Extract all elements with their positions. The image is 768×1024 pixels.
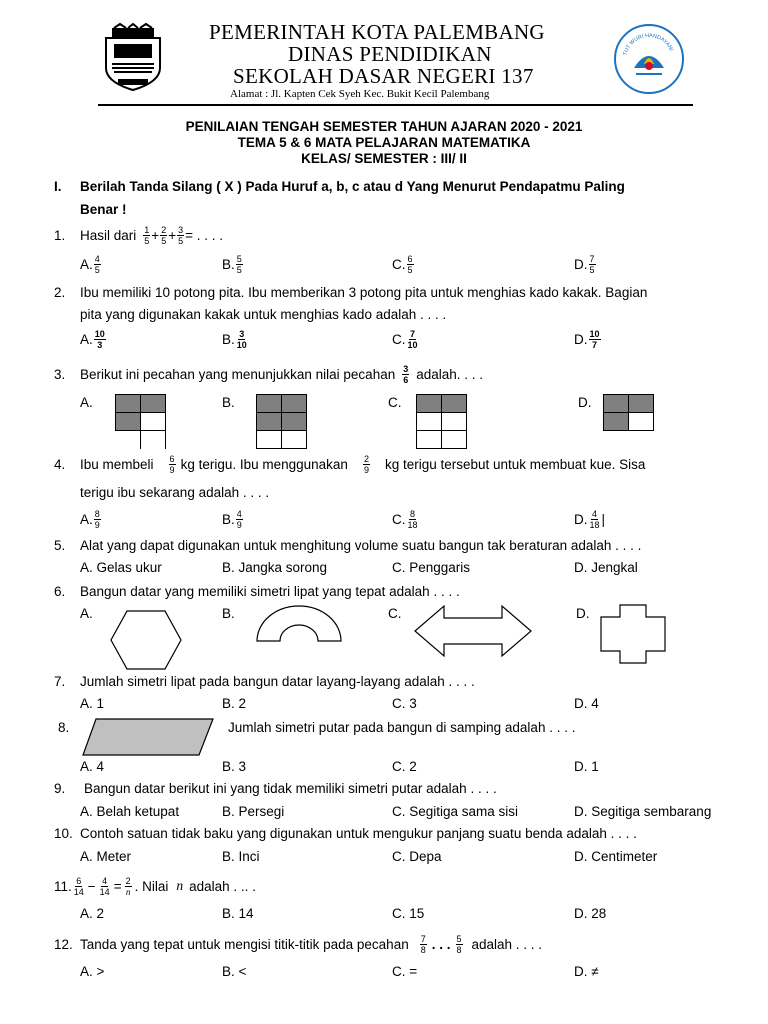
fraction: $\frac{1}{5}$ [144,224,150,246]
option-a-fraction-grid[interactable] [115,394,167,450]
question-7-text: Jumlah simetri lipat pada bangun datar layang-layang adalah . . . . [80,674,475,689]
option-b[interactable]: B. < [222,964,247,979]
option-c[interactable]: C. Penggaris [392,560,471,575]
question-1: 1. Hasil dari $\frac{1}{5}$ + $\frac{2}{5}$ + $\frac{3}{5}$ = . . . . [54,224,223,246]
question-2-line-2: pita yang digunakan kakak untuk menghias kado adalah . . . . [80,307,447,322]
option-a[interactable]: A. > [80,964,105,979]
option-c[interactable]: C. = [392,964,418,979]
question-text: Hasil dari [80,227,137,243]
option-c[interactable]: C. $\frac{7}{10}$ [392,329,418,350]
option-d[interactable]: D. Jengkal [574,560,638,575]
question-number: 10. [54,826,73,841]
question-number: 11. [54,878,72,894]
option-d-label[interactable]: D. [578,395,592,410]
option-a[interactable]: A. $\frac{8}{9}$ [80,509,100,530]
option-a[interactable]: A. 1 [80,696,105,711]
question-9-text: Bangun datar berikut ini yang tidak memiliki simetri putar adalah . . . . [84,781,497,796]
option-b[interactable]: B. Inci [222,849,260,864]
option-b[interactable]: B. 14 [222,906,254,921]
question-number: 4. [54,456,66,472]
option-b[interactable]: B. Jangka sorong [222,560,328,575]
option-a[interactable]: A. Belah ketupat [80,804,180,819]
option-a[interactable]: A. 2 [80,906,105,921]
right-logo [614,24,684,94]
question-2-line-1: Ibu memiliki 10 potong pita. Ibu memberikan 3 potong pita untuk menghias kado kakak. Bagian [80,285,648,300]
option-a[interactable]: A. $\frac{10}{3}$ [80,329,105,350]
option-d[interactable]: D. $\frac{4}{18}$ | [574,509,606,530]
question-10-text: Contoh satuan tidak baku yang digunakan untuk mengukur panjang suatu benda adalah . . . . [80,826,637,841]
exam-title-3: KELAS/ SEMESTER : III/ II [301,151,467,166]
exam-title-2: TEMA 5 & 6 MATA PELAJARAN MATEMATIKA [237,135,531,150]
fraction: $\frac{3}{5}$ [178,224,184,246]
question-5-text: Alat yang dapat digunakan untuk menghitung volume suatu bangun tak beraturan adalah . . . . [80,538,642,553]
question-number: 8. [58,720,70,735]
option-c[interactable]: C. $\frac{6}{5}$ [392,254,413,275]
option-a[interactable]: A. 4 [80,759,105,774]
option-a[interactable]: A. $\frac{4}{5}$ [80,254,100,275]
question-3: 3. Berikut ini pecahan yang menunjukkan nilai pecahan $\frac{3}{6}$ adalah. . . . [54,363,484,385]
question-number: 3. [54,366,66,382]
question-11: 11. $\frac{6}{14}$ − $\frac{4}{14}$ = $\frac{2}{n}$ . Nilai n adalah . .. . [54,875,256,897]
option-b[interactable]: B. 2 [222,696,247,711]
option-c[interactable]: C. Depa [392,849,442,864]
option-a-label[interactable]: A. [80,395,93,410]
option-b-fraction-grid[interactable] [256,394,308,450]
question-number: 5. [54,538,66,553]
option-a[interactable]: A. Meter [80,849,132,864]
option-b[interactable]: B. $\frac{3}{10}$ [222,329,247,350]
option-d[interactable]: D. 1 [574,759,599,774]
option-c[interactable]: C. 3 [392,696,417,711]
option-d[interactable]: D. $\frac{10}{7}$ [574,329,600,350]
option-d[interactable]: D. ≠ [574,964,599,979]
option-b-label[interactable]: B. [222,395,235,410]
option-c[interactable]: C. $\frac{8}{18}$ [392,509,418,530]
option-b[interactable]: B. $\frac{5}{5}$ [222,254,242,275]
question-number: 9. [54,781,66,796]
option-b[interactable]: B. 3 [222,759,247,774]
option-b[interactable]: B. $\frac{4}{9}$ [222,509,242,530]
option-c[interactable]: C. 15 [392,906,425,921]
fraction: $\frac{2}{5}$ [161,224,167,246]
double-arrow-shape[interactable] [414,605,532,657]
tut-wuri-handayani-emblem-icon [614,24,684,94]
plus-cross-shape[interactable] [600,604,666,664]
option-b-label[interactable]: B. [222,606,235,621]
section-instruction-1: Berilah Tanda Silang ( X ) Pada Huruf a, b, c atau d Yang Menurut Pendapatmu Paling [80,179,625,194]
question-text: Berikut ini pecahan yang menunjukkan nilai pecahan [80,366,396,382]
question-number: 2. [54,285,66,300]
header-address: Alamat : Jl. Kapten Cek Syeh Kec. Bukit Kecil Palembang [230,88,490,100]
question-number: 1. [54,227,66,243]
question-12: 12. Tanda yang tepat untuk mengisi titik-titik pada pecahan $\frac{7}{8}$ . . . $\frac{5}{8}$ adalah . . . . [54,933,543,955]
emblem-motto: TUT WURI HANDAYANI [622,32,674,57]
option-d[interactable]: D. 4 [574,696,599,711]
option-d-label[interactable]: D. [576,606,590,621]
parallelogram-shape [82,718,214,756]
header-line-2: DINAS PENDIDIKAN [288,42,492,66]
option-b[interactable]: B. Persegi [222,804,285,819]
option-c-label[interactable]: C. [388,606,402,621]
hexagon-shape[interactable] [110,610,182,670]
question-number: 7. [54,674,66,689]
section-instruction-2: Benar ! [80,202,127,217]
arch-shape[interactable] [256,604,342,642]
question-6-text: Bangun datar yang memiliki simetri lipat yang tepat adalah . . . . [80,584,460,599]
question-number: 12. [54,936,73,952]
city-emblem-icon [100,24,166,92]
option-c[interactable]: C. Segitiga sama sisi [392,804,519,819]
option-d[interactable]: D. 28 [574,906,607,921]
option-c-label[interactable]: C. [388,395,402,410]
option-d[interactable]: D. $\frac{7}{5}$ [574,254,595,275]
option-a-label[interactable]: A. [80,606,93,621]
question-4-line-2: terigu ibu sekarang adalah . . . . [80,485,270,500]
exam-title-1: PENILAIAN TENGAH SEMESTER TAHUN AJARAN 2020 - 2021 [185,119,583,134]
section-number: I. [54,179,62,194]
option-d-fraction-grid[interactable] [603,394,655,432]
header-line-1: PEMERINTAH KOTA PALEMBANG [209,20,545,44]
question-number: 6. [54,584,66,599]
option-c-fraction-grid[interactable] [416,394,468,450]
left-logo [100,24,166,92]
option-d[interactable]: D. Segitiga sembarang [574,804,712,819]
option-a[interactable]: A. Gelas ukur [80,560,162,575]
question-4: 4. Ibu membeli $\frac{6}{9}$ kg terigu. Ibu menggunakan $\frac{2}{9}$ kg terigu tersebut untuk membuat kue. Sisa [54,453,646,475]
header-line-3: SEKOLAH DASAR NEGERI 137 [233,64,534,88]
option-c[interactable]: C. 2 [392,759,417,774]
question-8-text: Jumlah simetri putar pada bangun di samping adalah . . . . [228,720,576,735]
option-d[interactable]: D. Centimeter [574,849,658,864]
header-rule [98,104,693,106]
